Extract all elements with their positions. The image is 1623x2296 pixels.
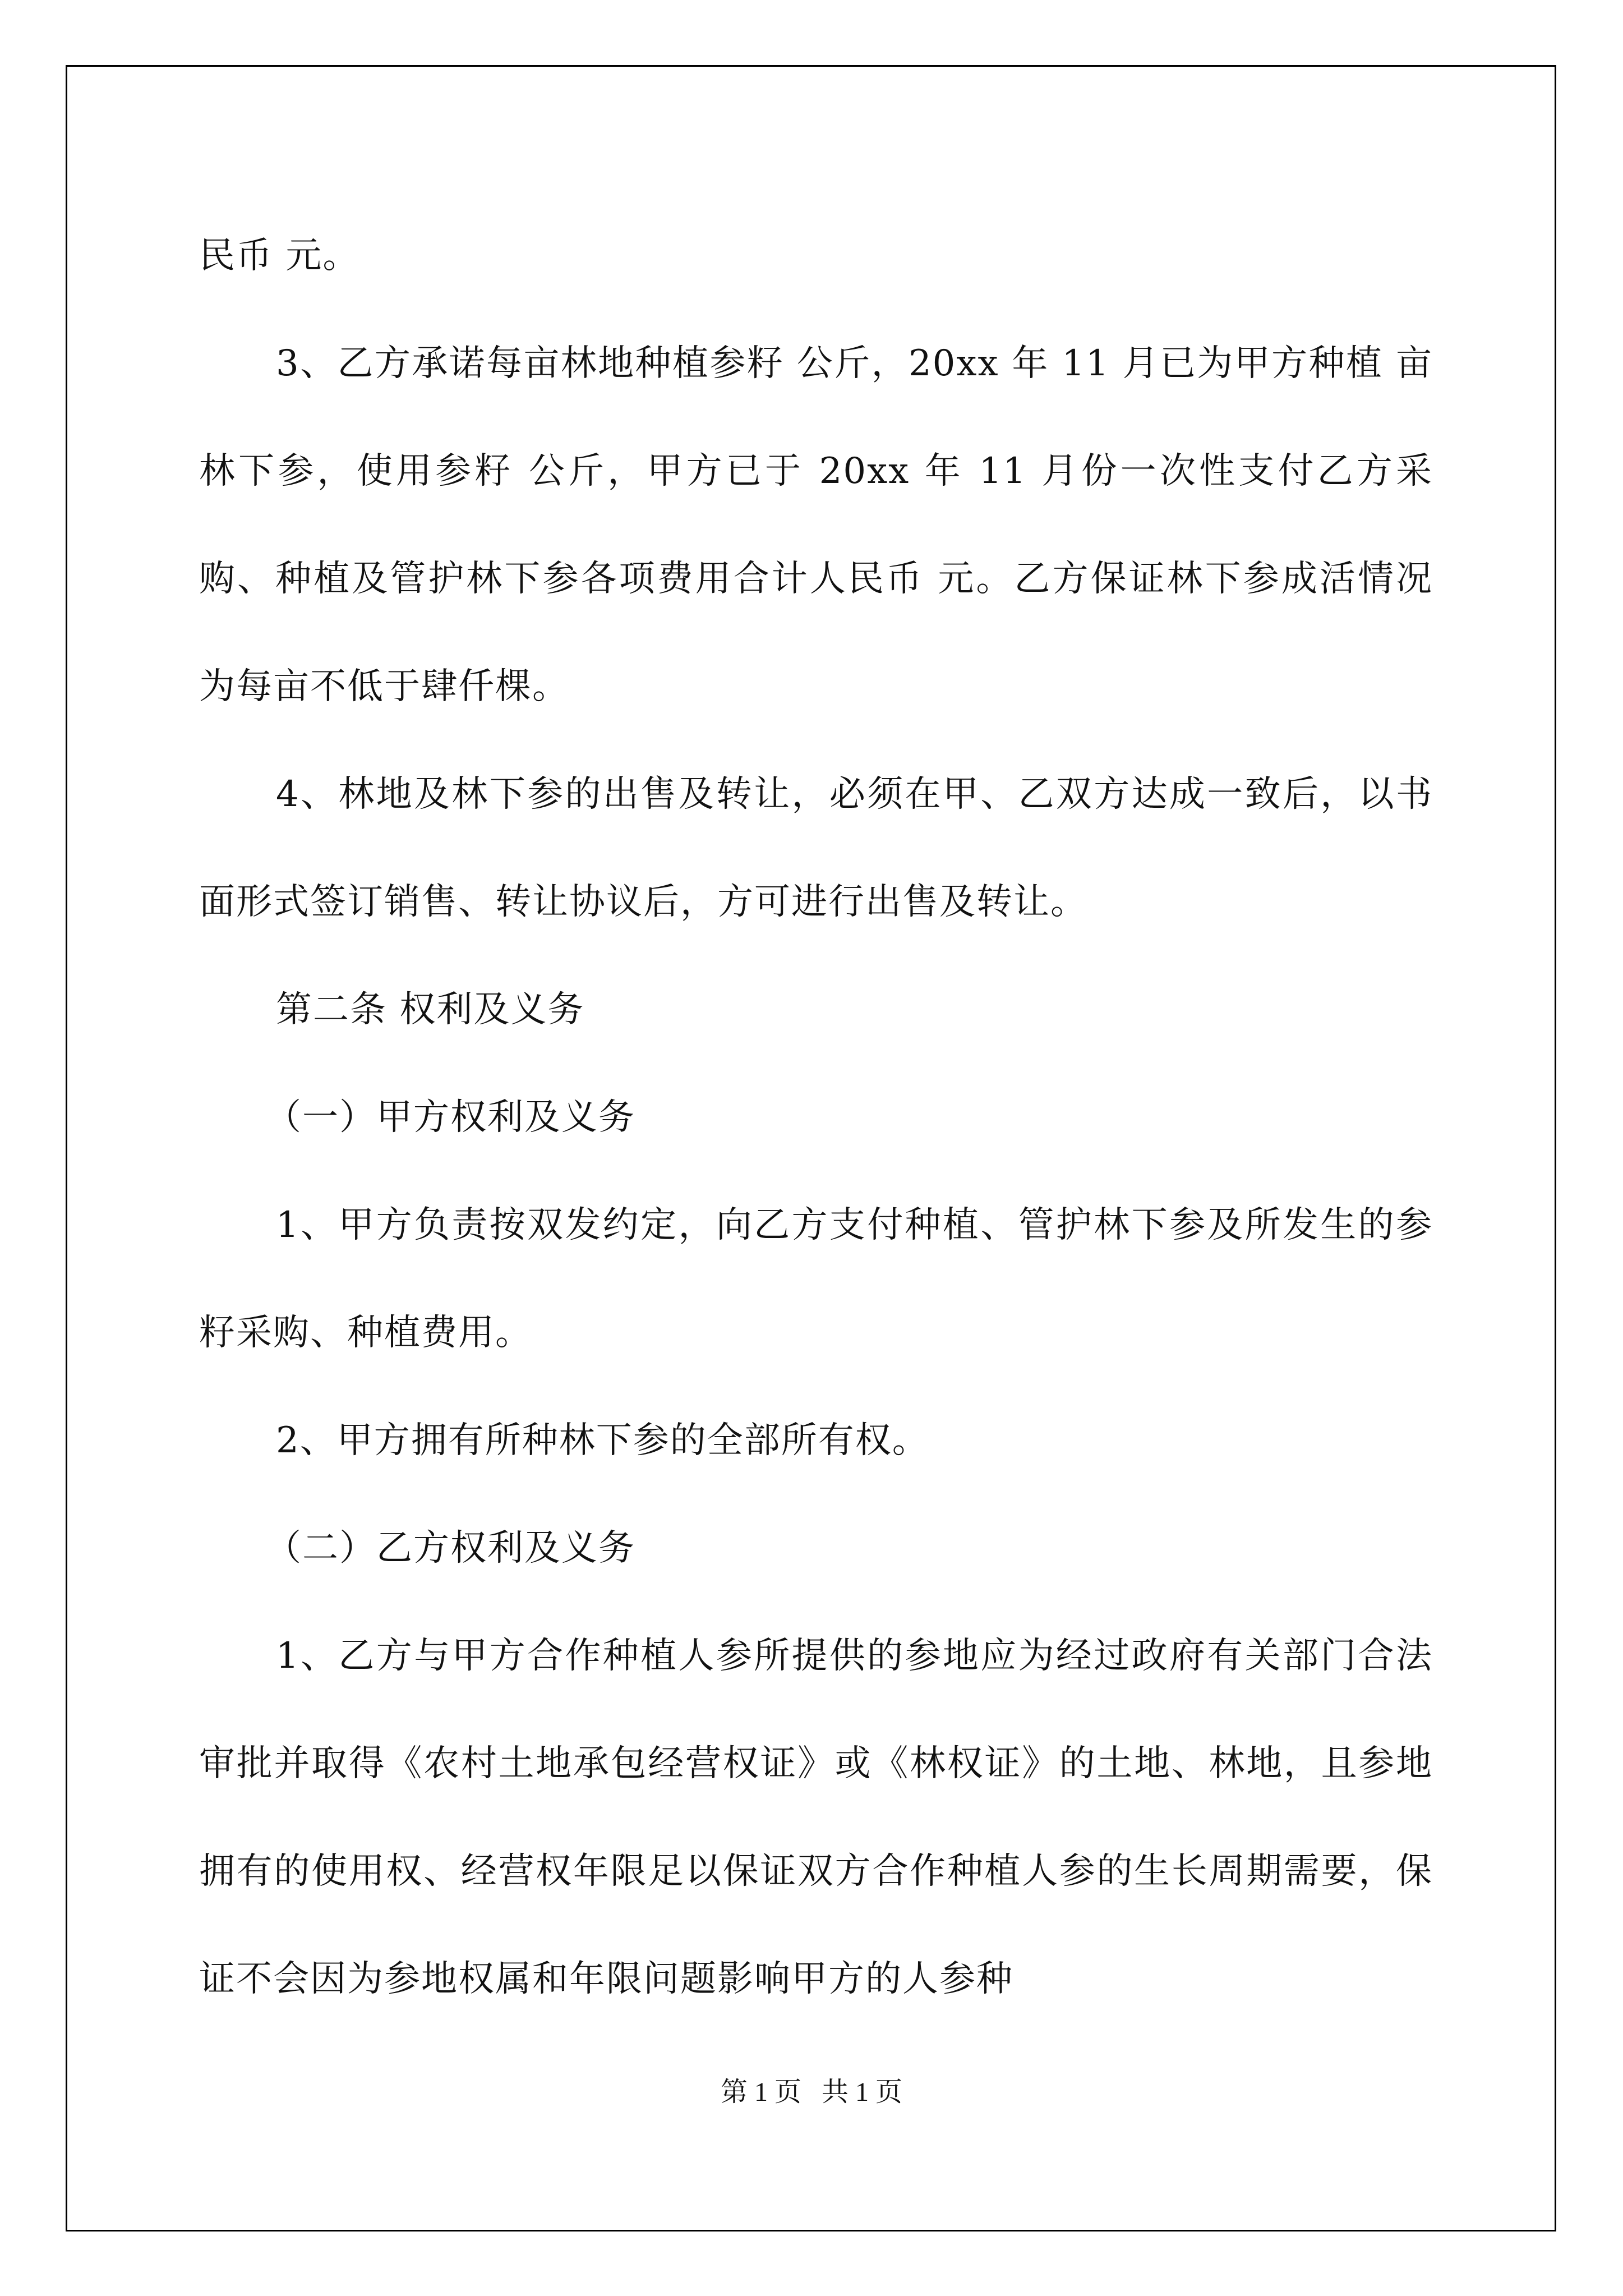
paragraph-party-b-1: 1、乙方与甲方合作种植人参所提供的参地应为经过政府有关部门合法审批并取得《农村土地承包经营权证》或《林权证》的土地、林地，且参地拥有的使用权、经营权年限足以保证双方合作种植人参的生长周期需要，保证不会因为参地权属和年限问题影响甲方的人参种 [199,1635,1433,2000]
subheading-party-b: （二）乙方权利及义务 [265,1527,635,1569]
subheading-party-a: （一）甲方权利及义务 [265,1097,635,1138]
document-body [199,202,1433,2033]
paragraph-clause-3: 3、乙方承诺每亩林地种植参籽 公斤，20xx 年 11 月已为甲方种植 亩林下参，使用参籽 公斤，甲方已于 20xx 年 11 月份一次性支付乙方采购、种植及管护林下参各项费用合计人民币 元。乙方保证林下参成活情况为每亩不低于肆仟棵。 [199,343,1433,707]
paragraph-continuation: 民币 元。 [199,235,360,277]
paragraph-party-a-2: 2、甲方拥有所种林下参的全部所有权。 [276,1420,929,1461]
paragraph-party-a-1: 1、甲方负责按双发约定，向乙方支付种植、管护林下参及所发生的参籽采购、种植费用。 [199,1204,1433,1354]
paragraph-clause-4: 4、林地及林下参的出售及转让，必须在甲、乙双方达成一致后，以书面形式签订销售、转让协议后，方可进行出售及转让。 [199,774,1433,923]
page-footer: 第 1 页 共 1 页 [720,2077,902,2107]
section-heading-article-2: 第二条 权利及义务 [276,989,585,1030]
